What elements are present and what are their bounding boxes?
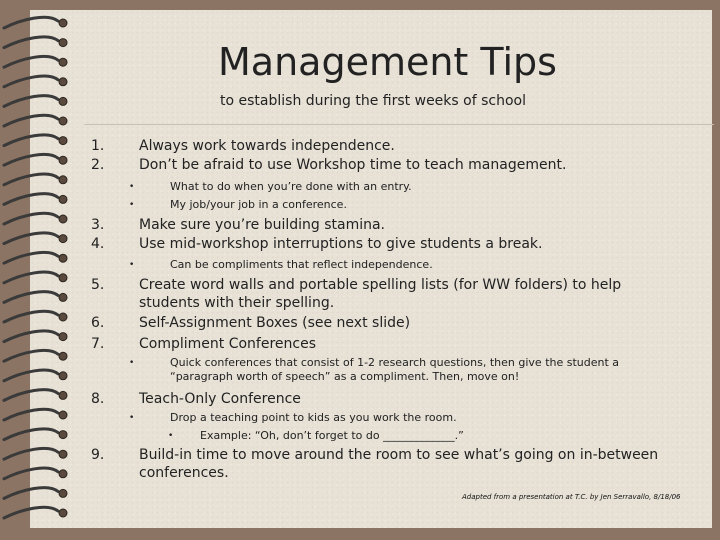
spiral-binding bbox=[0, 0, 80, 540]
bullet-icon: • bbox=[129, 358, 135, 368]
sub-point: Can be compliments that reflect independence. bbox=[170, 258, 433, 271]
item-text: Self-Assignment Boxes (see next slide) bbox=[139, 315, 411, 331]
spiral-ring bbox=[4, 409, 67, 420]
bullet-icon: • bbox=[129, 413, 135, 423]
spiral-ring bbox=[4, 350, 67, 361]
attribution-footer: Adapted from a presentation at T.C. by Jen Serravallo, 8/18/06 bbox=[462, 493, 681, 501]
spiral-ring bbox=[4, 56, 67, 67]
item-text: Create word walls and portable spelling lists (for WW folders) to help students with their spelling. bbox=[139, 277, 622, 311]
spiral-ring bbox=[4, 468, 67, 479]
spiral-ring bbox=[4, 154, 67, 165]
item-text: Teach-Only Conference bbox=[139, 391, 301, 407]
page-title: Management Tips bbox=[218, 40, 557, 84]
item-number: 9. bbox=[91, 447, 105, 463]
spiral-ring bbox=[4, 76, 67, 87]
bullet-icon: • bbox=[168, 431, 174, 441]
spiral-ring bbox=[4, 272, 67, 283]
sub-point: Quick conferences that consist of 1-2 research questions, then give the student a “paragraph worth of speech” as a compliment. Then, move on! bbox=[170, 356, 620, 383]
spiral-ring bbox=[4, 311, 67, 322]
item-number: 6. bbox=[91, 315, 105, 331]
spiral-ring bbox=[4, 390, 67, 401]
item-number: 2. bbox=[91, 157, 105, 173]
spiral-ring bbox=[4, 448, 67, 459]
item-number: 7. bbox=[91, 336, 105, 352]
spiral-ring bbox=[4, 507, 67, 518]
sub-point: Drop a teaching point to kids as you work the room. bbox=[170, 411, 457, 424]
item-text: Build-in time to move around the room to see what’s going on in-between conferences. bbox=[139, 447, 659, 481]
item-text: Make sure you’re building stamina. bbox=[139, 217, 386, 233]
spiral-ring bbox=[4, 115, 67, 126]
item-number: 8. bbox=[91, 391, 105, 407]
item-text: Use mid-workshop interruptions to give students a break. bbox=[139, 236, 543, 252]
item-text: Compliment Conferences bbox=[139, 336, 317, 352]
spiral-ring bbox=[4, 488, 67, 499]
item-text: Always work towards independence. bbox=[139, 138, 395, 154]
spiral-ring bbox=[4, 194, 67, 205]
item-number: 3. bbox=[91, 217, 105, 233]
spiral-ring bbox=[4, 37, 67, 48]
spiral-ring bbox=[4, 213, 67, 224]
spiral-ring bbox=[4, 331, 67, 342]
item-text: Don’t be afraid to use Workshop time to teach management. bbox=[139, 157, 567, 173]
sub-point: My job/your job in a conference. bbox=[170, 198, 347, 211]
bullet-icon: • bbox=[129, 200, 135, 210]
spiral-ring bbox=[4, 96, 67, 107]
spiral-ring bbox=[4, 233, 67, 244]
spiral-ring bbox=[4, 292, 67, 303]
item-number: 1. bbox=[91, 138, 105, 154]
bullet-icon: • bbox=[129, 260, 135, 270]
spiral-ring bbox=[4, 252, 67, 263]
spiral-ring bbox=[4, 370, 67, 381]
item-number: 5. bbox=[91, 277, 105, 293]
spiral-ring bbox=[4, 17, 67, 28]
spiral-ring bbox=[4, 429, 67, 440]
page-subtitle: to establish during the first weeks of school bbox=[220, 93, 526, 109]
bullet-icon: • bbox=[129, 182, 135, 192]
divider-line bbox=[84, 124, 714, 125]
sub-point: What to do when you’re done with an entry. bbox=[170, 180, 412, 193]
spiral-ring bbox=[4, 174, 67, 185]
sub-sub-point: Example: “Oh, don’t forget to do _____________.” bbox=[200, 429, 464, 442]
item-number: 4. bbox=[91, 236, 105, 252]
spiral-ring bbox=[4, 135, 67, 146]
